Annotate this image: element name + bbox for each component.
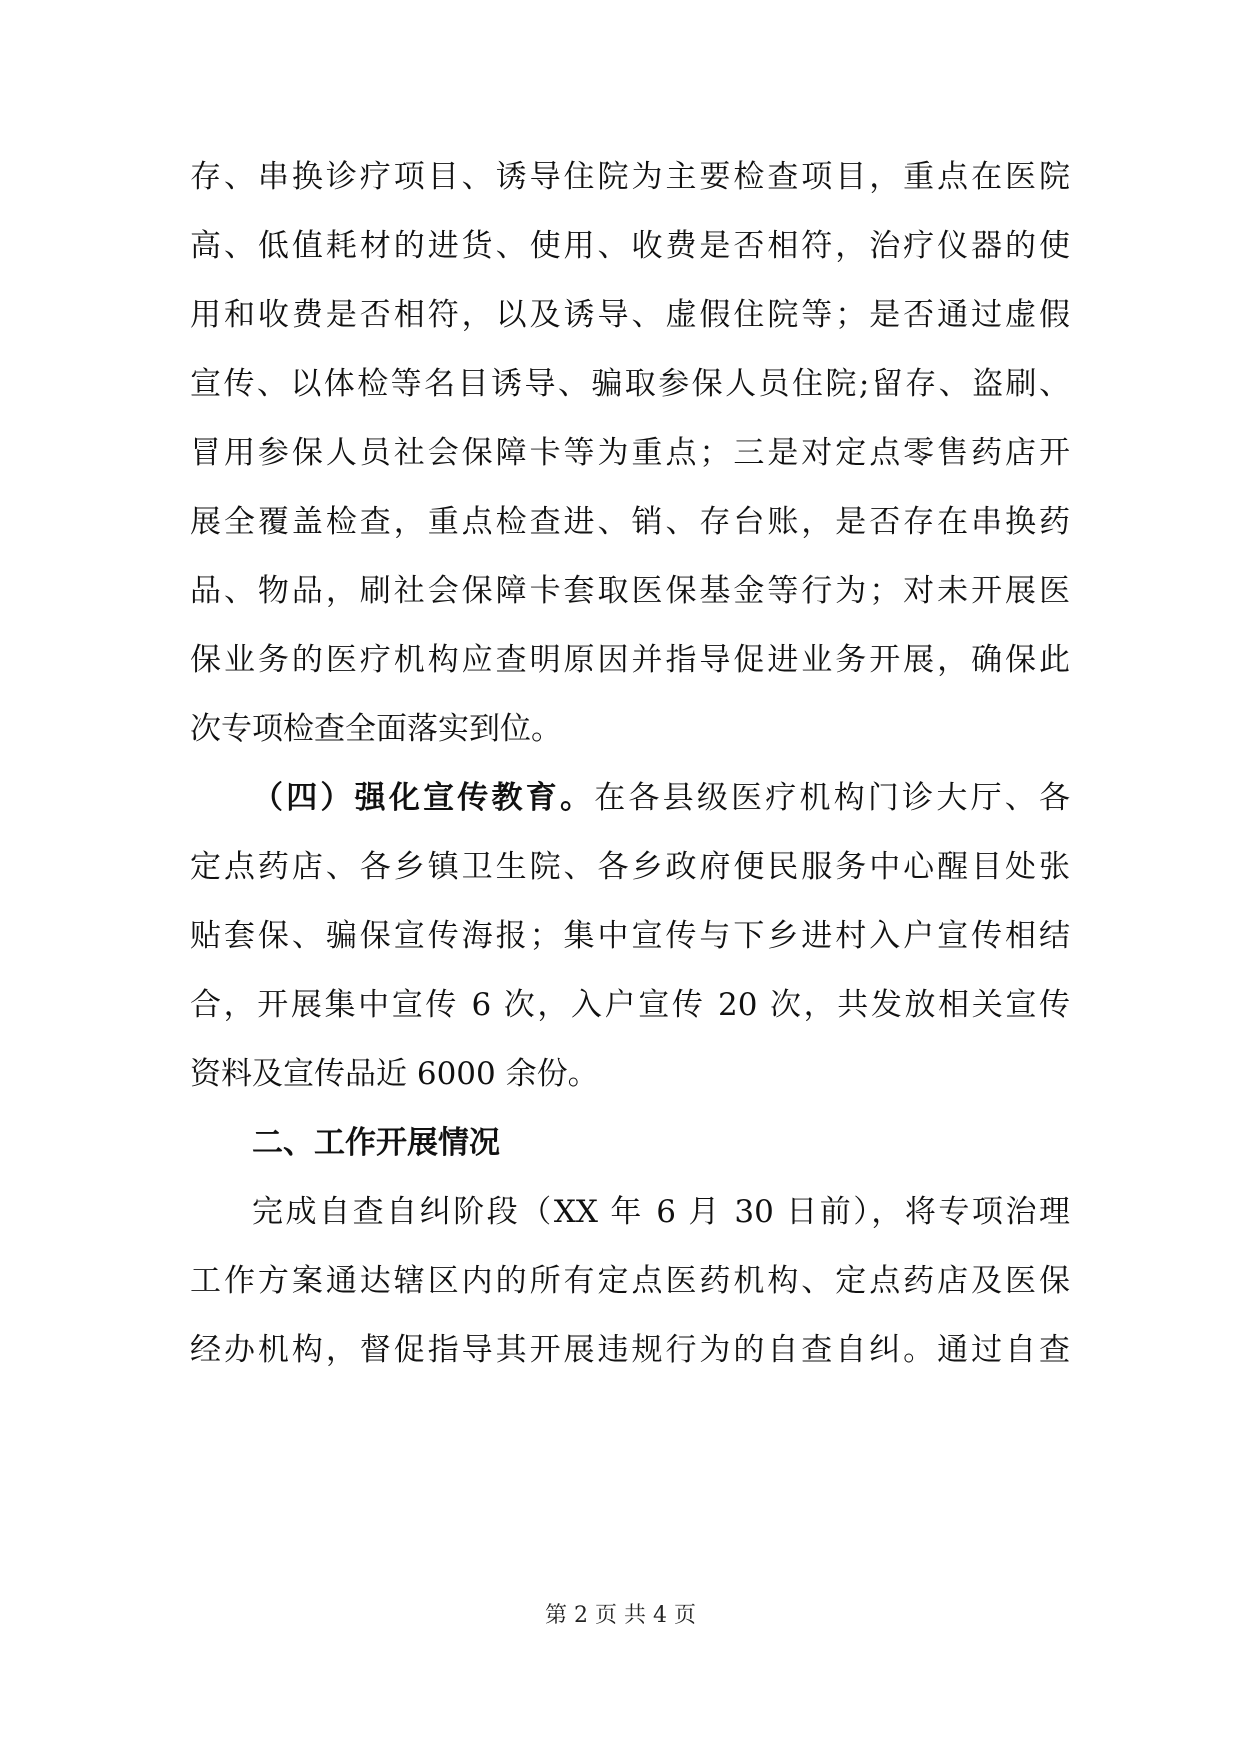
paragraph-3-line: 经办机构，督促指导其开展违规行为的自查自纠。通过自查 <box>190 1332 1070 1368</box>
paragraph-2-line: 贴套保、骗保宣传海报；集中宣传与下乡进村入户宣传相结 <box>190 918 1070 954</box>
paragraph-2-first-line-rest: 在各县级医疗机构门诊大厅、各 <box>594 780 1071 816</box>
paragraph-1-line: 冒用参保人员社会保障卡等为重点；三是对定点零售药店开 <box>190 435 1070 471</box>
paragraph-3-line: 完成自查自纠阶段（XX 年 6 月 30 日前），将专项治理 <box>252 1194 1070 1230</box>
paragraph-2-bold-lead: （四）强化宣传教育。 <box>252 780 595 816</box>
section-heading: 二、工作开展情况 <box>252 1125 500 1161</box>
paragraph-1-line: 保业务的医疗机构应查明原因并指导促进业务开展，确保此 <box>190 642 1070 678</box>
paragraph-1-line: 高、低值耗材的进货、使用、收费是否相符，治疗仪器的使 <box>190 228 1070 264</box>
paragraph-2-line: 合，开展集中宣传 6 次，入户宣传 20 次，共发放相关宣传 <box>190 987 1070 1023</box>
page-footer: 第 2 页 共 4 页 <box>545 1603 696 1628</box>
paragraph-1-line: 次专项检查全面落实到位。 <box>190 711 562 747</box>
paragraph-1-line: 品、物品，刷社会保障卡套取医保基金等行为；对未开展医 <box>190 573 1070 609</box>
paragraph-3-line: 工作方案通达辖区内的所有定点医药机构、定点药店及医保 <box>190 1263 1070 1299</box>
paragraph-2-line: 资料及宣传品近 6000 余份。 <box>190 1056 599 1092</box>
paragraph-1-line: 存、串换诊疗项目、诱导住院为主要检查项目，重点在医院 <box>190 159 1070 195</box>
paragraph-1-line: 宣传、以体检等名目诱导、骗取参保人员住院;留存、盗刷、 <box>190 366 1070 402</box>
paragraph-1-line: 展全覆盖检查，重点检查进、销、存台账，是否存在串换药 <box>190 504 1070 540</box>
paragraph-1-line: 用和收费是否相符，以及诱导、虚假住院等；是否通过虚假 <box>190 297 1070 333</box>
paragraph-2-first-line <box>252 778 1070 818</box>
paragraph-2-line: 定点药店、各乡镇卫生院、各乡政府便民服务中心醒目处张 <box>190 849 1070 885</box>
